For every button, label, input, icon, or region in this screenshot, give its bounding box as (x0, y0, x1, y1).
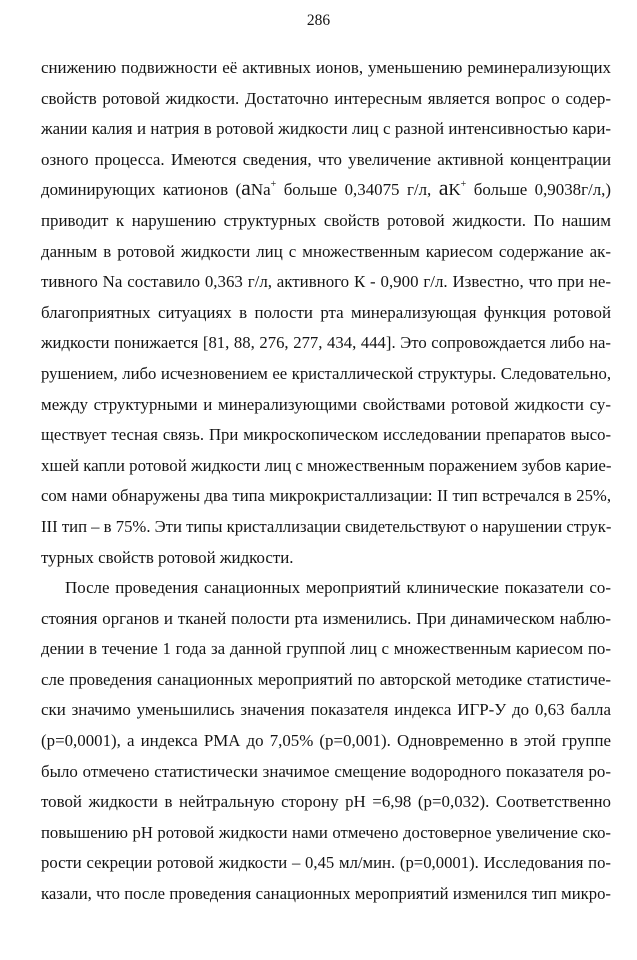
text-line: (p=0,0001), а индекса РМА до 7,05% (p=0,001). Одновременно в этой группе (41, 731, 611, 751)
activity-symbol: a (241, 175, 251, 201)
text-line: повышению рН ротовой жидкости нами отмечено достоверное увеличение ско- (41, 822, 611, 842)
text-line: между структурными и минерализующими свойствами ротовой жидкости су- (41, 394, 611, 414)
text-line: турных свойств ротовой жидкости. (41, 547, 294, 567)
text-line: сле проведения санационных мероприятий по авторской методике статистиче- (41, 669, 611, 689)
text-line: жидкости понижается [81, 88, 276, 277, 434, 444]. Это сопровождается либо на- (41, 333, 611, 353)
formula-post: больше 0,9038г/л,) (466, 180, 611, 200)
text-line: дении в течение 1 года за данной группой лиц с множественным кариесом по- (41, 639, 611, 659)
text-line: данным в ротовой жидкости лиц с множественным кариесом содержание ак- (41, 241, 611, 261)
page-number: 286 (306, 12, 331, 29)
text-line: свойств ротовой жидкости. Достаточно интересным является вопрос о содер- (41, 88, 611, 108)
text-line: казали, что после проведения санационных мероприятий изменился тип микро- (41, 884, 611, 904)
text-line: хшей капли ротовой жидкости лиц с множественным поражением зубов карие- (41, 455, 612, 475)
text-line: приводит к нарушению структурных свойств ротовой жидкости. По нашим (41, 210, 611, 230)
ion-na: Na (250, 180, 271, 200)
formula-line (41, 175, 611, 206)
ion-k: K (448, 180, 461, 200)
text-line: было отмечено статистически значимое смещение водородного показателя ро- (41, 761, 611, 781)
text-line: озного процесса. Имеются сведения, что увеличение активной концентрации (41, 149, 611, 169)
text-line: рости секреции ротовой жидкости – 0,45 мл/мин. (p=0,0001). Исследования по- (41, 853, 611, 873)
text-line: ществует тесная связь. При микроскопическом исследовании препаратов высо- (41, 425, 611, 445)
text-line: жании калия и натрия в ротовой жидкости лиц с разной интенсивностью кари- (41, 119, 611, 139)
text-line: товой жидкости в нейтральную сторону рН =6,98 (p=0,032). Соответственно (41, 792, 611, 812)
paragraph-1 (41, 53, 611, 573)
text-line: рушением, либо исчезновением ее кристаллической структуры. Следовательно, (41, 363, 611, 383)
formula-mid: больше 0,34075 г/л, (276, 180, 439, 200)
text-line: снижению подвижности её активных ионов, уменьшению реминерализующих (41, 58, 611, 77)
paragraph-2 (41, 573, 611, 910)
text-line: ски значимо уменьшились значения показателя индекса ИГР-У до 0,63 балла (41, 700, 611, 720)
activity-symbol: a (438, 175, 449, 201)
ion-charge: + (270, 179, 277, 191)
body-text (41, 53, 611, 910)
ion-charge: + (460, 179, 467, 191)
text-line: После проведения санационных мероприятий клинические показатели со- (65, 578, 611, 598)
formula-pre: доминирующих катионов ( (41, 180, 242, 200)
text-line: стояния органов и тканей полости рта изменились. При динамическом наблю- (41, 608, 611, 628)
text-line: III тип – в 75%. Эти типы кристаллизации свидетельствуют о нарушении струк- (41, 516, 612, 536)
text-line: сом нами обнаружены два типа микрокристаллизации: II тип встречался в 25%, (41, 486, 611, 506)
text-line: тивного Na составило 0,363 г/л, активного К - 0,900 г/л. Известно, что при не- (41, 272, 611, 292)
text-line: благоприятных ситуациях в полости рта минерализующая функция ротовой (41, 302, 611, 322)
